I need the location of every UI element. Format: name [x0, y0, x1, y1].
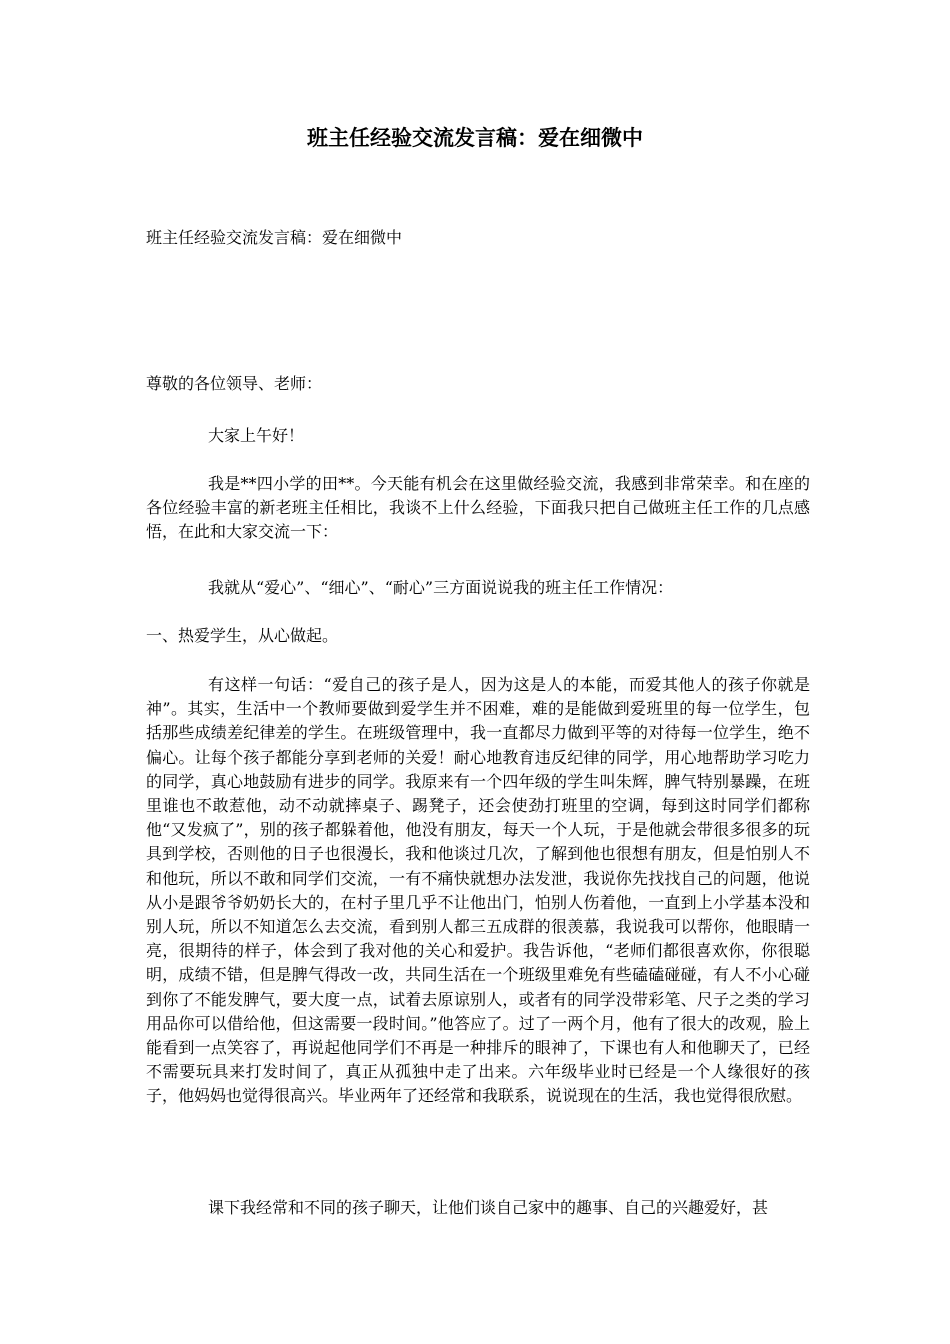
greeting: 大家上午好！ [208, 426, 305, 445]
intro-paragraph: 我是**四小学的田**。今天能有机会在这里做经验交流，我感到非常荣幸。和在座的各位经验丰富的新老班主任相比，我谈不上什么经验，下面我只把自己做班主任工作的几点感悟，在此和大家交流一下： [146, 474, 810, 542]
section-heading: 一、热爱学生，从心做起。 [146, 626, 339, 645]
document-title: 班主任经验交流发言稿：爱在细微中 [307, 125, 643, 150]
document-subtitle: 班主任经验交流发言稿：爱在细微中 [146, 228, 403, 247]
overview-paragraph: 我就从“爱心”、“细心”、“耐心”三方面说说我的班主任工作情况： [208, 578, 674, 597]
section-body-paragraph: 有这样一句话：“爱自己的孩子是人，因为这是人的本能，而爱其他人的孩子你就是神”。其实，生活中一个教师要做到爱学生并不困难，难的是能做到爱班里的每一位学生，包括那些成绩差纪律差的学生。在班级管理中，我一直都尽力做到平等的对待每一位学生，绝不偏心。让每个孩子都能分享到老师的关爱！耐心地教育违反纪律的同学，用心地帮助学习吃力的同学，真心地鼓励有进步的同学。我原来有一个四年级的学生叫朱辉，脾气特别暴躁，在班里谁也不敢惹他，动不动就摔桌子、踢凳子，还会使劲打班里的空调，每到这时同学们都称他“又发疯了”，别的孩子都躲着他，他没有朋友，每天一个人玩，于是他就会带很多很多的玩具到学校，否则他的日子也很漫长，我和他谈过几次，了解到他也很想有朋友，但是怕别人不和他玩，所以不敢和同学们交流，一有不痛快就想办法发泄，我说你先找找自己的问题，他说从小是跟爷爷奶奶长大的，在村子里几乎不让他出门，怕别人伤着他，一直到上小学基本没和别人玩，所以不知道怎么去交流，看到别人都三五成群的很羡慕，我说我可以帮你，他眼睛一亮，很期待的样子，体会到了我对他的关心和爱护。我告诉他，“老师们都很喜欢你，你很聪明，成绩不错，但是脾气得改一改，共同生活在一个班级里难免有些磕磕碰碰，有人不小心碰到你了不能发脾气，要大度一点，试着去原谅别人，或者有的同学没带彩笔、尺子之类的学习用品你可以借给他，但这需要一段时间。”他答应了。过了一两个月，他有了很大的改观，脸上能看到一点笑容了，再说起他同学们不再是一种排斥的眼神了，下课也有人和他聊天了，已经不需要玩具来打发时间了，真正从孤独中走了出来。六年级毕业时已经是一个人缘很好的孩子，他妈妈也觉得很高兴。毕业两年了还经常和我联系，说说现在的生活，我也觉得很欣慰。 [146, 675, 810, 1106]
salutation: 尊敬的各位领导、老师： [146, 374, 323, 393]
continuation-paragraph: 课下我经常和不同的孩子聊天，让他们谈自己家中的趣事、自己的兴趣爱好，甚 [208, 1198, 769, 1217]
